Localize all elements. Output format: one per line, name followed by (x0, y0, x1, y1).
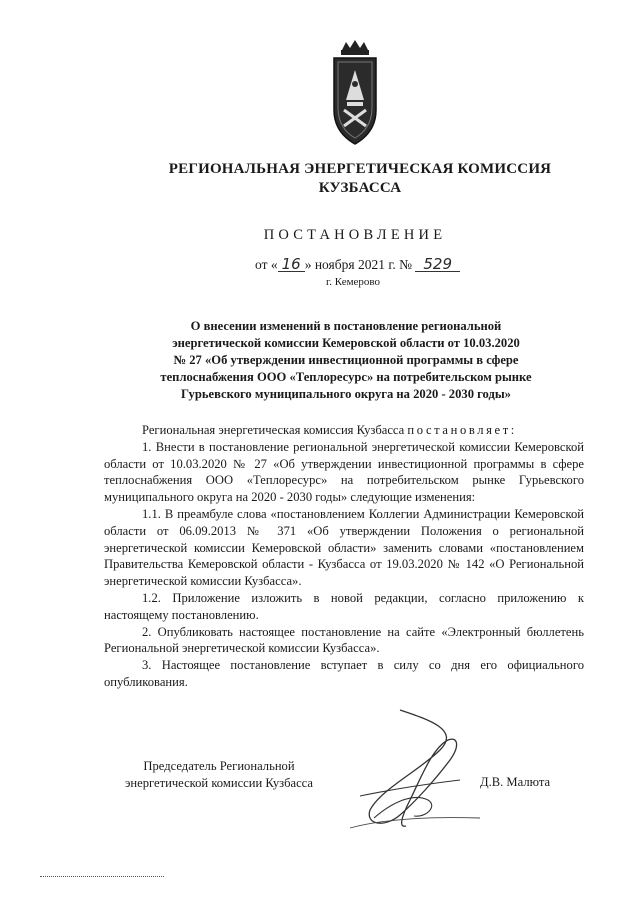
decree-body (104, 422, 584, 691)
body-paragraph-1-1: 1.1. В преамбуле слова «постановлением Коллегии Администрации Кемеровской области от 06.09.2013 № 371 «Об утверждении Положения о региональной энергетической комиссии Кемеровской области» заменить словами «постановлением Правительства Кемеровской области - Кузбасса от 19.03.2020 № 142 «О Региональной энергетической комиссии Кузбасса». (104, 506, 584, 589)
decree-date-line (255, 257, 460, 273)
body-intro-text: Региональная энергетическая комиссия Кузбасса (142, 423, 408, 437)
signatory-position-line1: Председатель Региональной (143, 759, 295, 773)
subject-line: Гурьевского муниципального округа на 2020 - 2030 годы» (181, 387, 511, 401)
body-paragraph-2: 2. Опубликовать настоящее постановление на сайте «Электронный бюллетень Региональной энергетической комиссии Кузбасса». (104, 624, 584, 656)
subject-line: О внесении изменений в постановление региональной (190, 319, 502, 333)
body-paragraph-1: 1. Внести в постановление региональной энергетической комиссии Кемеровской области от 10.03.2020 № 27 «Об утверждении инвестиционной программы в сфере теплоснабжения ООО «Теплоресурс» на потребительском рынке Гурьевского муниципального округа на 2020 - 2030 годы» следующие изменения: (104, 439, 584, 505)
body-paragraph-1-2: 1.2. Приложение изложить в новой редакции, согласно приложению к настоящему постановлению. (104, 590, 584, 622)
subject-line: теплоснабжения ООО «Теплоресурс» на потребительском рынке (160, 370, 532, 384)
handwritten-signature (340, 700, 490, 840)
signatory-name: Д.В. Малюта (480, 775, 551, 789)
document-type: ПОСТАНОВЛЕНИЕ (263, 227, 447, 243)
kuzbass-coat-of-arms-icon (328, 40, 382, 152)
subject-line: № 27 «Об утверждении инвестиционной программы в сфере (173, 353, 519, 367)
organization-title-line1: РЕГИОНАЛЬНАЯ ЭНЕРГЕТИЧЕСКАЯ КОМИССИЯ (168, 161, 552, 177)
body-intro (104, 422, 584, 439)
date-prefix: от « (255, 257, 278, 272)
decree-day-handwritten: 16 (278, 257, 305, 272)
body-intro-verb: постановляет: (407, 423, 517, 437)
decree-city: г. Кемерово (326, 276, 381, 288)
signatory-position (104, 758, 334, 792)
signatory-position-line2: энергетической комиссии Кузбасса (124, 776, 314, 790)
decree-number-handwritten: 529 (415, 257, 460, 272)
footer-divider (40, 876, 164, 877)
date-middle: » ноября 2021 г. № (304, 257, 412, 272)
organization-title-line2: КУЗБАССА (318, 180, 402, 196)
body-paragraph-3: 3. Настоящее постановление вступает в силу со дня его официального опубликования. (104, 658, 584, 689)
decree-subject (108, 318, 584, 403)
organization-title (120, 160, 600, 198)
subject-line: энергетической комиссии Кемеровской области от 10.03.2020 (172, 336, 520, 350)
